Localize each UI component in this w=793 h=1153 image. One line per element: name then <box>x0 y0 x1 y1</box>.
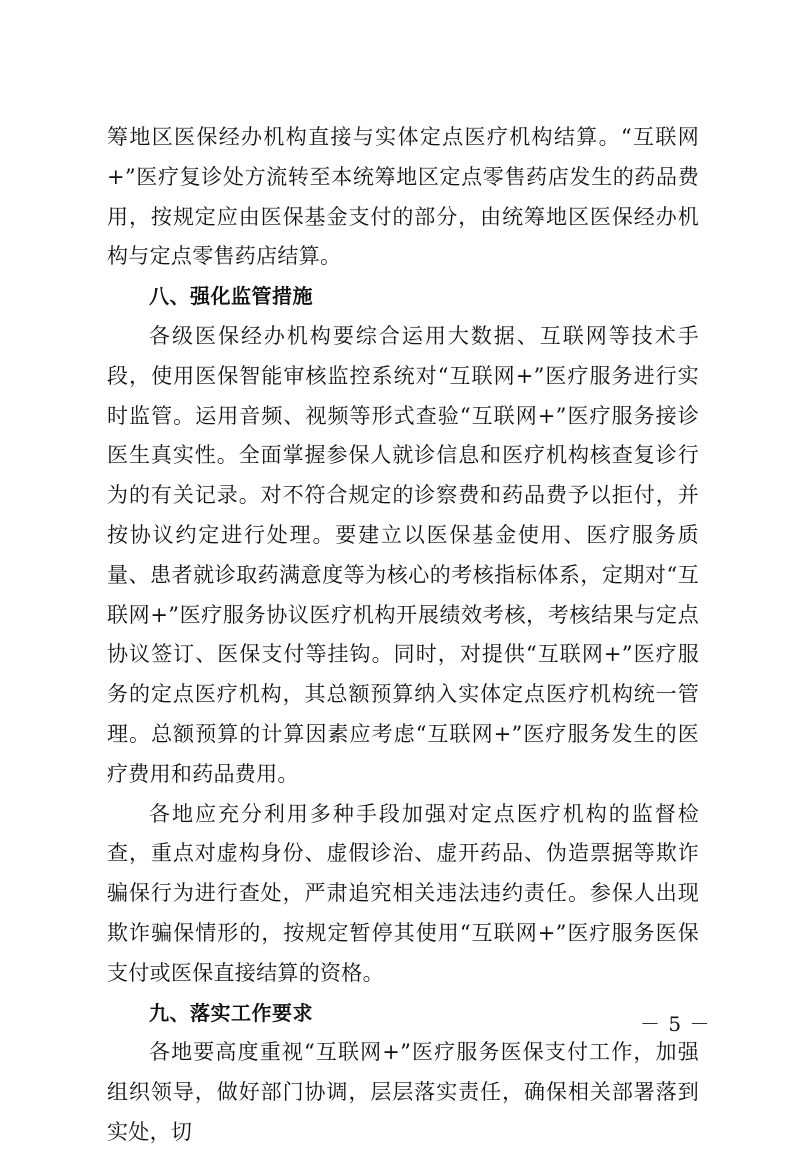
page-number: － 5 － <box>640 1012 711 1036</box>
section-heading-work-requirements: 九、落实工作要求 <box>149 1000 313 1025</box>
document-body <box>107 118 699 1153</box>
paragraph-fraud-inspection: 各地应充分利用多种手段加强对定点医疗机构的监督检查，重点对虚构身份、虚假诊治、虚开药品、伪造票据等欺诈骗保行为进行查处，严肃追究相关违法违约责任。参保人出现欺诈骗保情形的，按规定暂停其使用“互联网+”医疗服务医保支付或医保直接结算的资格。 <box>107 801 699 985</box>
paragraph-supervision-measures: 各级医保经办机构要综合运用大数据、互联网等技术手段，使用医保智能审核监控系统对“互联网+”医疗服务进行实时监管。运用音频、视频等形式查验“互联网+”医疗服务接诊医生真实性。全面掌握参保人就诊信息和医疗机构核查复诊行为的有关记录。对不符合规定的诊察费和药品费予以拒付，并按协议约定进行处理。要建立以医保基金使用、医疗服务质量、患者就诊取药满意度等为核心的考核指标体系，定期对“互联网+”医疗服务协议医疗机构开展绩效考核，考核结果与定点协议签订、医保支付等挂钩。同时，对提供“互联网+”医疗服务的定点医疗机构，其总额预算纳入实体定点医疗机构统一管理。总额预算的计算因素应考虑“互联网+”医疗服务发生的医疗费用和药品费用。 <box>107 323 699 786</box>
paragraph-settlement: 筹地区医保经办机构直接与实体定点医疗机构结算。“互联网+”医疗复诊处方流转至本统筹地区定点零售药店发生的药品费用，按规定应由医保基金支付的部分，由统筹地区医保经办机构与定点零售药店结算。 <box>107 125 699 269</box>
paragraph-work-requirements: 各地要高度重视“互联网+”医疗服务医保支付工作，加强组织领导，做好部门协调，层层落实责任，确保相关部署落到实处，切 <box>107 1040 699 1144</box>
section-heading-supervision: 八、强化监管措施 <box>149 284 313 309</box>
